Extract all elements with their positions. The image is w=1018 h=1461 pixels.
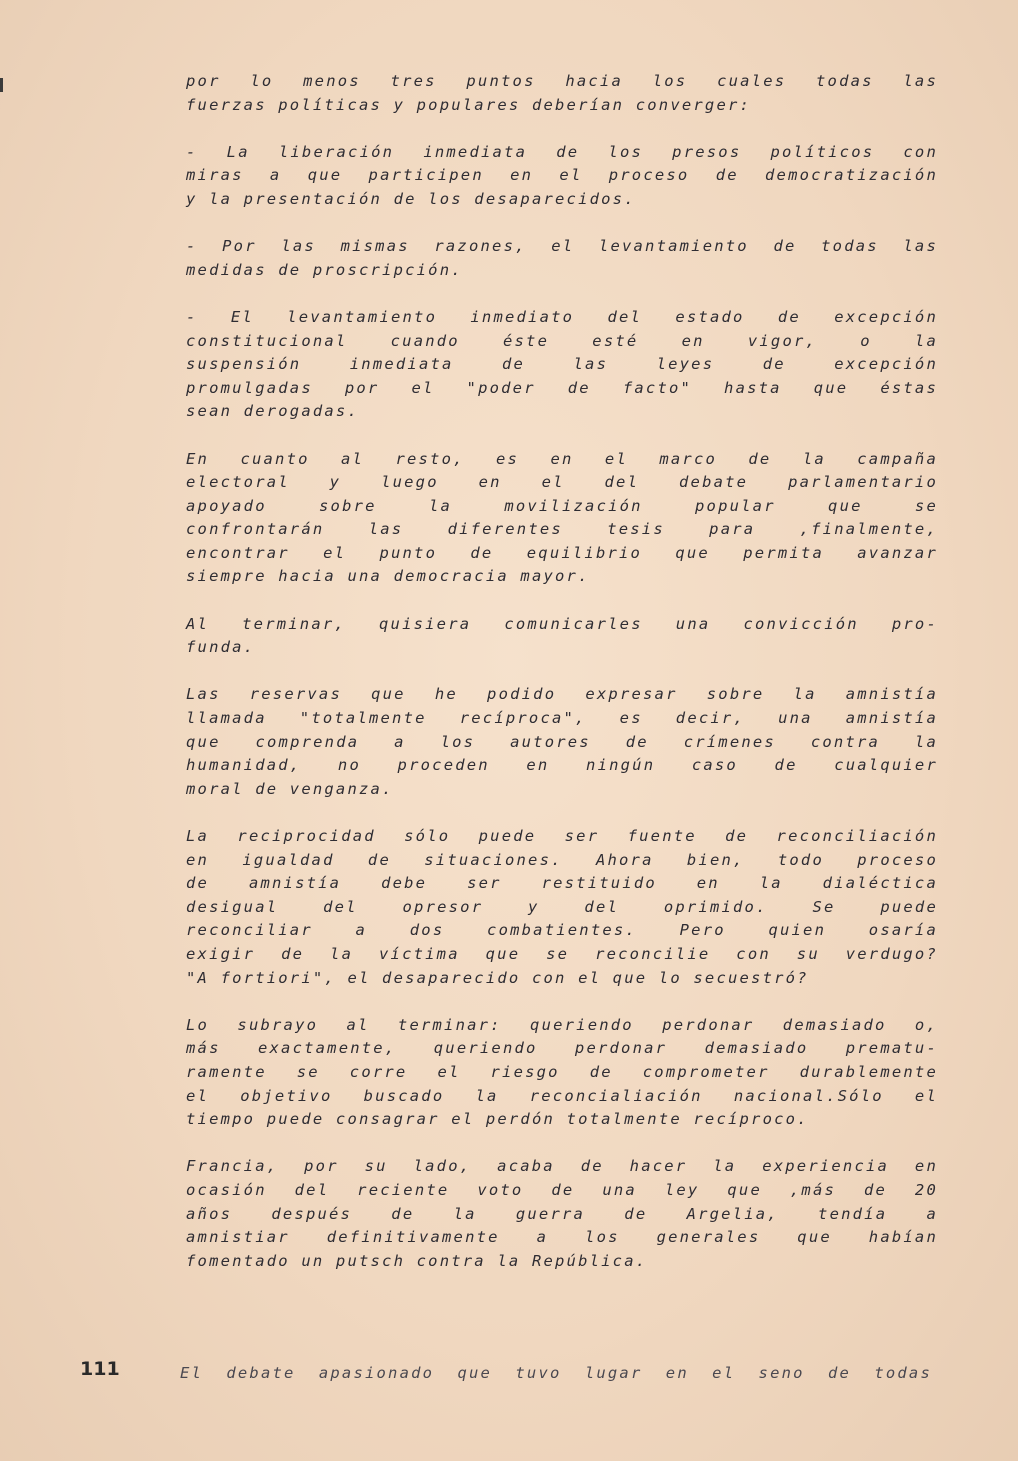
text-line: encontrar el punto de equilibrio que permita avanzar <box>186 543 938 562</box>
paragraph-point-3 <box>186 306 938 424</box>
text-line: apoyado sobre la movilización popular que se <box>186 496 938 515</box>
paragraph-reciprocity <box>186 825 938 990</box>
paragraph-point-2 <box>186 235 938 282</box>
text-line: más exactamente, queriendo perdonar demasiado prematu- <box>186 1039 938 1058</box>
continuation-line: El debate apasionado que tuvo lugar en el seno de todas <box>180 1364 932 1382</box>
text-line: promulgadas por el "poder de facto" hasta que éstas <box>186 378 938 397</box>
text-line: desigual del opresor y del oprimido. Se puede <box>186 897 938 916</box>
text-line: que comprenda a los autores de crímenes contra la <box>186 732 938 751</box>
text-line: La reciprocidad sólo puede ser fuente de reconciliación <box>186 827 938 845</box>
text-line: humanidad, no proceden en ningún caso de cualquier <box>186 756 938 775</box>
paragraph-emphasis <box>186 1014 938 1132</box>
text-line: Francia, por su lado, acaba de hacer la experiencia en <box>186 1157 938 1176</box>
text-line: - Por las mismas razones, el levantamiento de todas las <box>186 237 938 256</box>
body-text <box>186 70 938 1297</box>
text-line: ramente se corre el riesgo de comprometer durablemente <box>186 1062 938 1081</box>
text-line: Lo subrayo al terminar: queriendo perdonar demasiado o, <box>186 1015 938 1034</box>
text-line: amnistiar definitivamente a los generales que habían <box>186 1228 938 1247</box>
text-line: miras a que participen en el proceso de democratización <box>186 166 938 185</box>
text-line: el objetivo buscado la reconcialiación nacional.Sólo el <box>186 1086 938 1105</box>
paragraph-closing <box>186 613 938 660</box>
text-line: llamada "totalmente recíproca", es decir, una amnistía <box>186 709 938 728</box>
text-line: de amnistía debe ser restituido en la dialéctica <box>186 874 938 893</box>
text-line: fomentado un putsch contra la República. <box>186 1251 648 1270</box>
text-line: funda. <box>186 638 256 657</box>
text-line: - El levantamiento inmediato del estado de excepción <box>186 307 938 326</box>
edge-mark <box>0 78 3 92</box>
text-line: en igualdad de situaciones. Ahora bien, todo proceso <box>186 850 938 869</box>
paragraph-rest <box>186 448 938 590</box>
text-line: "A fortiori", el desaparecido con el que lo secuestró? <box>186 968 809 987</box>
text-line: y la presentación de los desaparecidos. <box>186 189 636 208</box>
text-line: fuerzas políticas y populares deberían converger: <box>186 95 752 114</box>
text-line: Las reservas que he podido expresar sobre la amnistía <box>186 685 938 704</box>
text-line: - La liberación inmediata de los presos políticos con <box>186 142 938 161</box>
text-line: suspensión inmediata de las leyes de excepción <box>186 355 938 374</box>
text-line: medidas de proscripción. <box>186 260 463 279</box>
text-line: sean derogadas. <box>186 402 359 421</box>
text-line: constitucional cuando éste esté en vigor, o la <box>186 331 938 350</box>
paragraph-reservations <box>186 683 938 801</box>
text-line: exigir de la víctima que se reconcilie con su verdugo? <box>186 944 938 963</box>
text-line: Al terminar, quisiera comunicarles una convicción pro- <box>186 614 938 633</box>
text-line: En cuanto al resto, es en el marco de la campaña <box>186 449 938 468</box>
page-number: 111 <box>80 1358 120 1380</box>
text-line: moral de venganza. <box>186 779 394 798</box>
text-line: electoral y luego en el del debate parlamentario <box>186 473 938 492</box>
text-line: años después de la guerra de Argelia, tendía a <box>186 1204 938 1223</box>
text-line: por lo menos tres puntos hacia los cuales todas las <box>186 72 938 90</box>
text-line: reconciliar a dos combatientes. Pero quien osaría <box>186 921 938 940</box>
paragraph-intro <box>186 70 938 117</box>
text-line: siempre hacia una democracia mayor. <box>186 567 590 586</box>
text-line: confrontarán las diferentes tesis para ,finalmente, <box>186 520 938 539</box>
paragraph-france <box>186 1155 938 1273</box>
text-line: tiempo puede consagrar el perdón totalmente recíproco. <box>186 1110 809 1129</box>
text-line: ocasión del reciente voto de una ley que ,más de 20 <box>186 1180 938 1199</box>
paragraph-point-1 <box>186 141 938 212</box>
